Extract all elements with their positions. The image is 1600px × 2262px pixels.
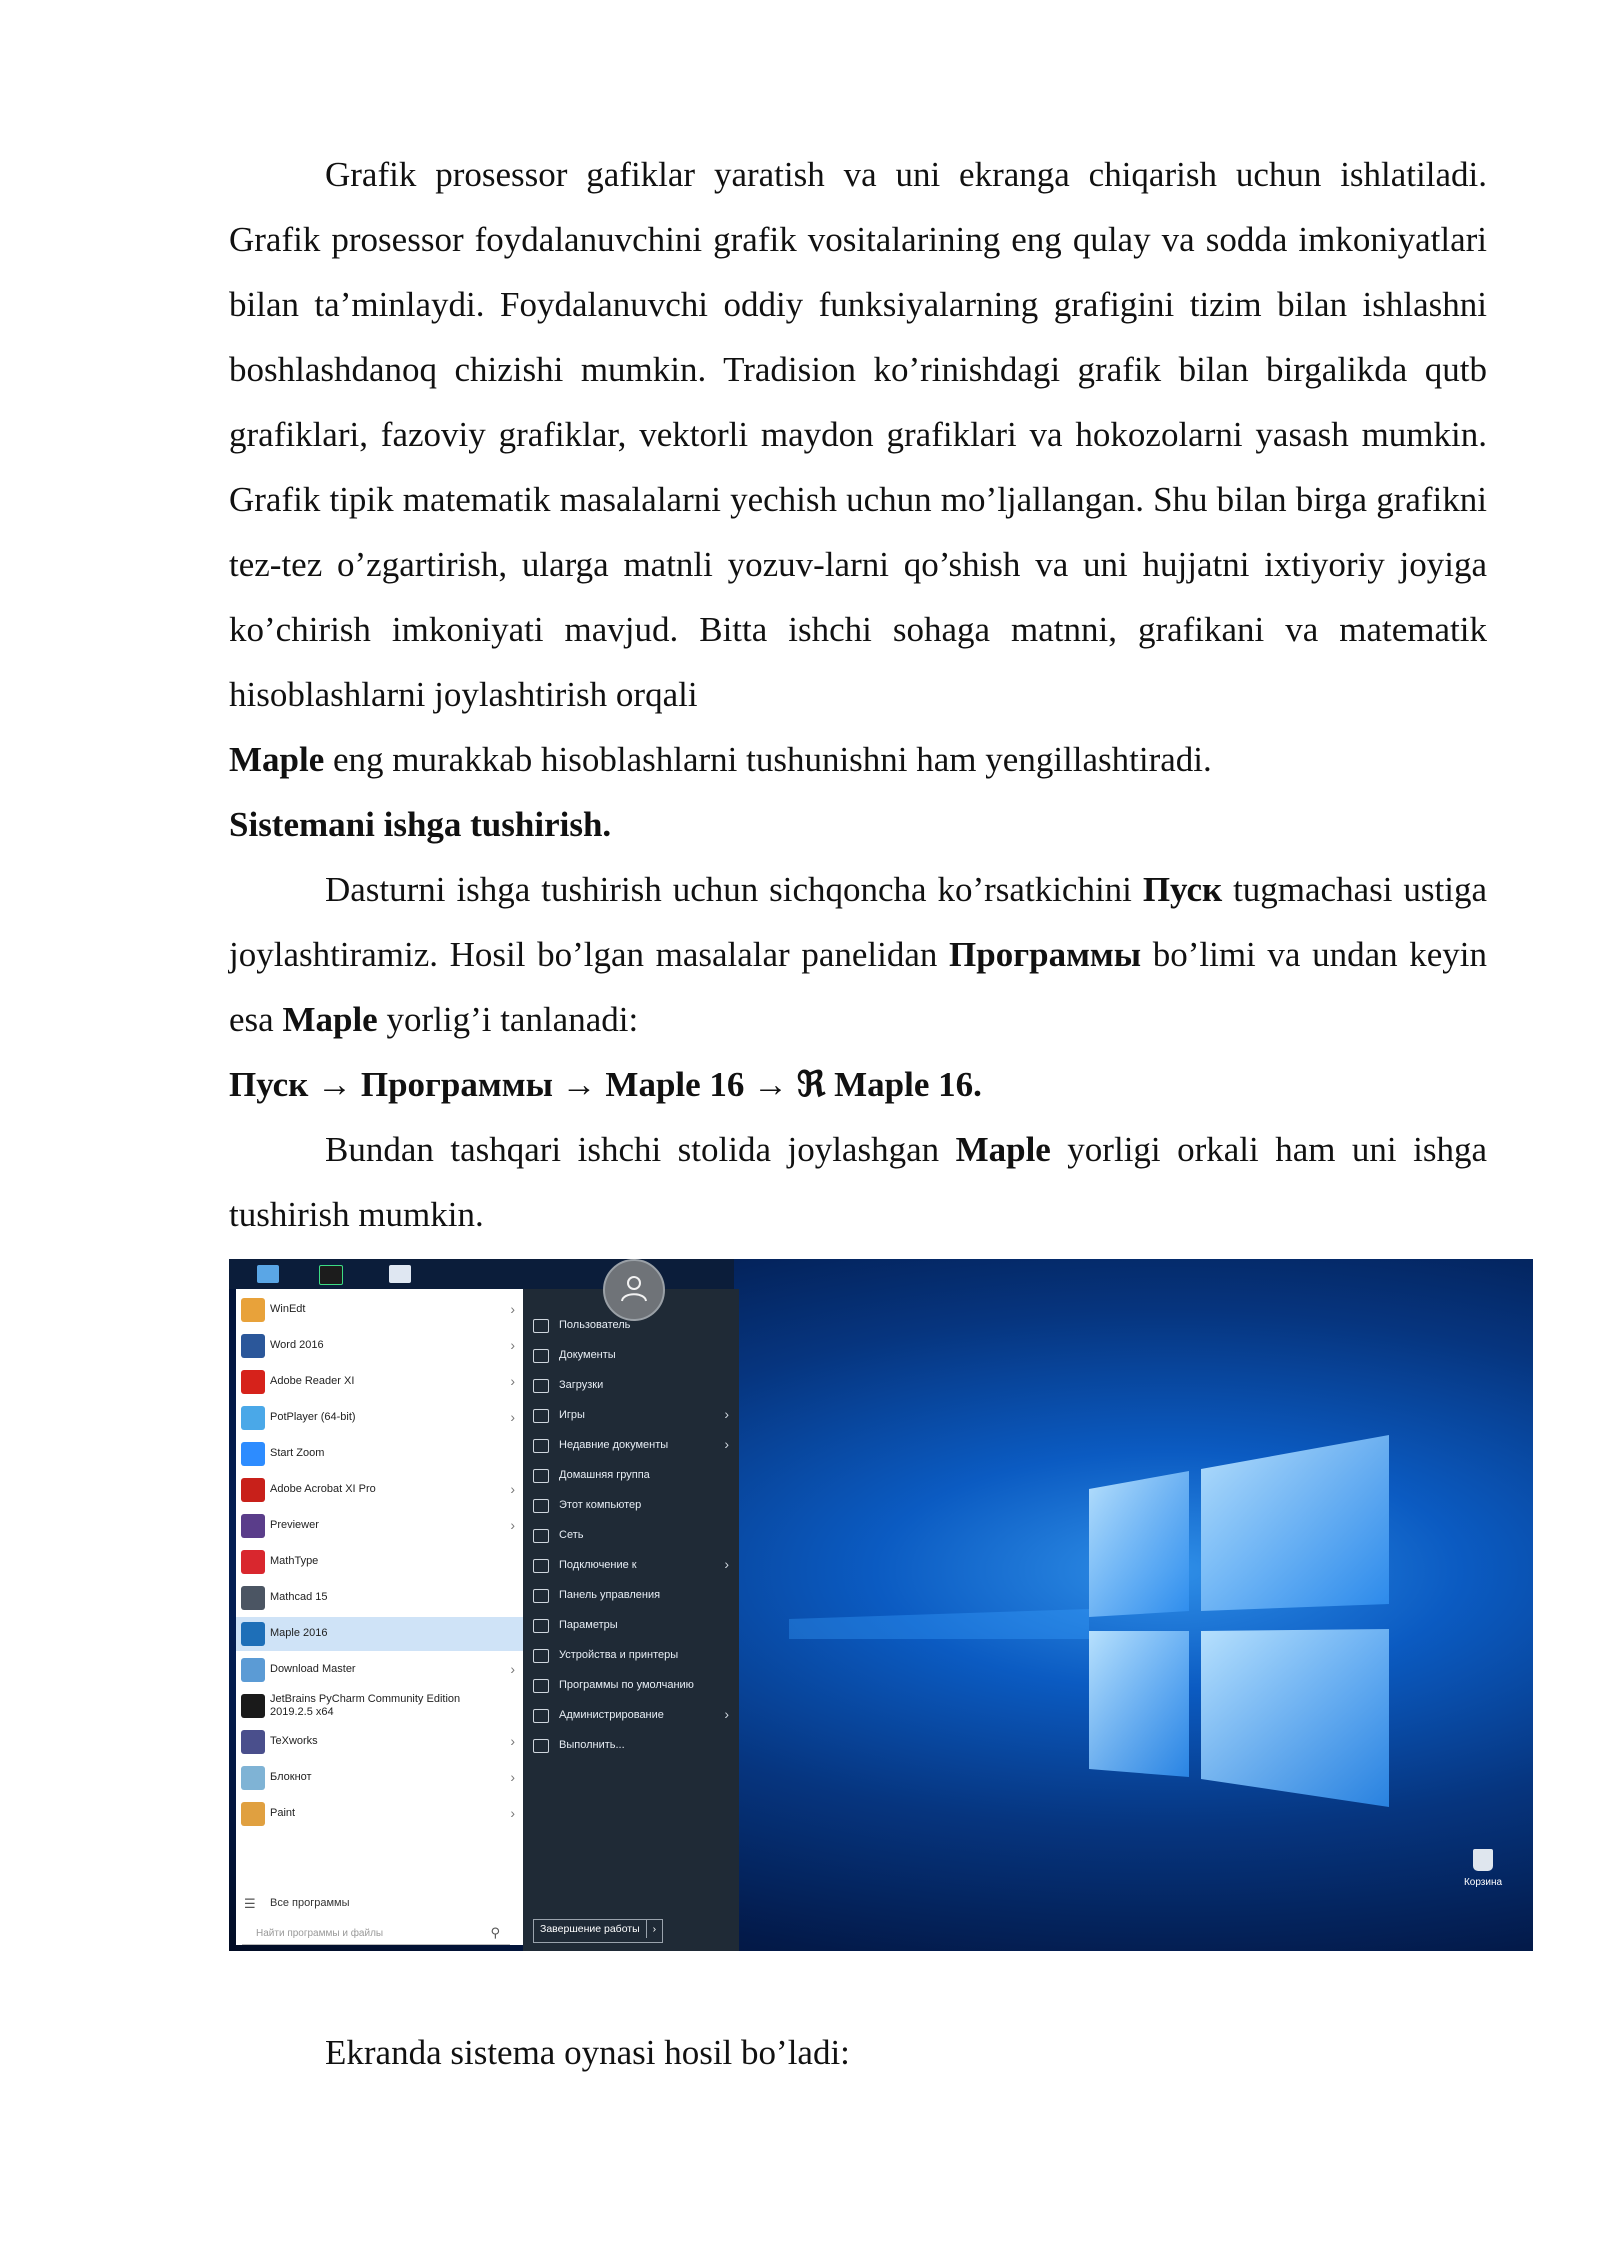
app-label: Download Master	[270, 1663, 356, 1675]
app-label-version: 2019.2.5 x64	[270, 1706, 334, 1718]
folder-icon[interactable]	[257, 1265, 279, 1283]
start-menu-app[interactable]	[236, 1401, 523, 1435]
system-menu-item[interactable]	[523, 1581, 739, 1611]
maple-bold: Maple	[229, 740, 325, 779]
maple-bold-2: Maple	[282, 1000, 378, 1039]
chevron-right-icon[interactable]: ›	[510, 1481, 515, 1497]
start-menu-app[interactable]	[236, 1725, 523, 1759]
section-heading: Sistemani ishga tushirish.	[229, 805, 612, 844]
launch-text-a: Dasturni ishga tushirish uchun sichqoncha ko’rsatkichini	[325, 870, 1143, 909]
recycle-bin-icon	[1473, 1849, 1493, 1871]
system-item-label: Панель управления	[559, 1589, 661, 1601]
chevron-right-icon[interactable]: ›	[510, 1373, 515, 1389]
start-menu-app[interactable]	[236, 1293, 523, 1327]
launch-text-c: tugmachasi ustiga joylashtiramiz. Hosil bo’lgan masalalar panelidan	[229, 870, 1487, 974]
app-label: Word 2016	[270, 1339, 324, 1351]
system-menu-item[interactable]	[523, 1341, 739, 1371]
desktop-text-c: yorligi orkali ham uni ishga tushirish mumkin.	[229, 1130, 1487, 1234]
system-item-label: Программы по умолчанию	[559, 1679, 694, 1691]
body-text	[229, 142, 1487, 1247]
system-item-icon	[533, 1709, 549, 1723]
start-menu-programs	[236, 1289, 523, 1945]
window-pane-bl	[1089, 1631, 1189, 1777]
system-item-icon	[533, 1559, 549, 1573]
system-item-icon	[533, 1349, 549, 1363]
system-item-label: Сеть	[559, 1529, 584, 1541]
shutdown-arrow-icon[interactable]: ›	[652, 1923, 657, 1935]
paragraph-launch	[229, 857, 1487, 1052]
system-item-icon	[533, 1469, 549, 1483]
app-icon	[241, 1514, 265, 1538]
system-item-icon	[533, 1379, 549, 1393]
shutdown-label: Завершение работы	[534, 1920, 647, 1938]
app-icon	[241, 1802, 265, 1826]
chevron-right-icon[interactable]: ›	[510, 1733, 515, 1749]
app-label: Previewer	[270, 1519, 319, 1531]
app-label: Adobe Acrobat XI Pro	[270, 1483, 376, 1495]
chevron-right-icon[interactable]: ›	[510, 1301, 515, 1317]
system-item-label: Документы	[559, 1349, 616, 1361]
desktop-text-a: Bundan tashqari ishchi stolida joylashgan	[325, 1130, 956, 1169]
paragraph-text: Grafik prosessor gafiklar yaratish va uni ekranga chiqarish uchun ishlatiladi. Grafik prosessor foydalanuvchini grafik vositalarining eng qulay va sodda imkoniyatlari bilan ta’minlaydi. Foydalanuvchi oddiy funksiyalarning grafigini tizim bilan ishlashni boshlashdanoq chizishi mumkin. Tradision ko’rinishdagi grafik bilan birgalikda qutb grafiklari, fazoviy grafiklar, vektorli maydon grafiklari va hokozolarni yasash mumkin. Grafik tipik matematik masalalarni yechish uchun mo’ljallangan. Shu bilan birga grafikni tez-tez o’zgartirish, ularga matnli yozuv-larni qo’shish va uni hujjatni ixtiyoriy joyiga ko’chirish imkoniyati mavjud. Bitta ishchi sohaga matnni, grafikani va matematik hisoblashlarni joylashtirish orqali	[229, 155, 1487, 714]
app-label: Mathcad 15	[270, 1591, 328, 1603]
start-menu-app[interactable]	[236, 1365, 523, 1399]
chevron-right-icon[interactable]: ›	[510, 1661, 515, 1677]
start-menu-app[interactable]	[236, 1797, 523, 1831]
start-menu-app[interactable]	[236, 1761, 523, 1795]
system-menu-item[interactable]	[523, 1521, 739, 1551]
system-menu-item[interactable]	[523, 1611, 739, 1641]
system-menu-item[interactable]	[523, 1701, 739, 1731]
app-icon	[241, 1622, 265, 1646]
app-label: WinEdt	[270, 1303, 306, 1315]
paragraph-window-appears: Ekranda sistema oynasi hosil bo’ladi:	[325, 2033, 850, 2072]
chevron-right-icon[interactable]: ›	[724, 1436, 729, 1452]
chevron-right-icon[interactable]: ›	[724, 1556, 729, 1572]
system-item-label: Загрузки	[559, 1379, 604, 1391]
app-icon	[241, 1406, 265, 1430]
system-item-label: Администрирование	[559, 1709, 664, 1721]
launch-text-d: bo’limi va undan keyin esa	[229, 935, 1487, 1039]
start-menu-app[interactable]	[236, 1545, 523, 1579]
system-item-label: Подключение к	[559, 1559, 637, 1571]
system-item-label: Выполнить...	[559, 1739, 625, 1751]
system-item-icon	[533, 1529, 549, 1543]
system-item-label: Параметры	[559, 1619, 618, 1631]
start-menu-app[interactable]	[236, 1617, 523, 1651]
system-menu-item[interactable]	[523, 1641, 739, 1671]
closing-paragraph	[229, 2020, 1487, 2085]
chevron-right-icon[interactable]: ›	[510, 1409, 515, 1425]
recycle-bin[interactable]	[1457, 1849, 1509, 1888]
user-icon	[619, 1273, 649, 1303]
start-menu-app[interactable]	[236, 1329, 523, 1363]
paragraph-grafik-prosessor	[229, 142, 1487, 792]
start-menu-app[interactable]	[236, 1437, 523, 1471]
system-item-label: Недавние документы	[559, 1439, 669, 1451]
app-icon	[241, 1586, 265, 1610]
app-label: MathType	[270, 1555, 319, 1567]
app-icon	[241, 1694, 265, 1718]
system-menu-item[interactable]	[523, 1401, 739, 1431]
app-label: Start Zoom	[270, 1447, 325, 1459]
system-item-label: Игры	[559, 1409, 585, 1421]
start-menu-app[interactable]	[236, 1473, 523, 1507]
system-menu-item[interactable]	[523, 1731, 739, 1761]
app-icon	[241, 1334, 265, 1358]
app-icon	[241, 1298, 265, 1322]
window-pane-br	[1201, 1629, 1389, 1807]
chevron-right-icon[interactable]: ›	[510, 1805, 515, 1821]
system-item-icon	[533, 1499, 549, 1513]
search-icon[interactable]: ⚲	[490, 1925, 500, 1940]
system-item-icon	[533, 1439, 549, 1453]
system-item-label: Устройства и принтеры	[559, 1649, 679, 1661]
system-item-icon	[533, 1589, 549, 1603]
system-item-icon	[533, 1739, 549, 1753]
system-menu-item[interactable]	[523, 1491, 739, 1521]
system-item-icon	[533, 1319, 549, 1333]
chevron-right-icon[interactable]: ›	[510, 1337, 515, 1353]
menu-path: Пуск → Программы → Maple 16 → ℜ Maple 16.	[229, 1065, 982, 1104]
app-icon	[241, 1730, 265, 1754]
program-search-input[interactable]	[242, 1924, 510, 1945]
system-menu-item[interactable]	[523, 1551, 739, 1581]
system-menu-item[interactable]	[523, 1461, 739, 1491]
search-placeholder: Найти программы и файлы	[256, 1928, 384, 1939]
app-icon	[241, 1766, 265, 1790]
light-beam	[789, 1609, 1089, 1639]
app-label: TeXworks	[270, 1735, 318, 1747]
app-icon	[241, 1478, 265, 1502]
user-avatar[interactable]	[603, 1259, 665, 1321]
app-label: Блокнот	[270, 1771, 312, 1783]
system-item-label: Этот компьютер	[559, 1499, 642, 1511]
app-icon	[241, 1442, 265, 1466]
maple-bold-3: Maple	[955, 1130, 1051, 1169]
system-menu-item[interactable]	[523, 1371, 739, 1401]
windows-desktop-screenshot	[229, 1259, 1533, 1951]
chevron-right-icon[interactable]: ›	[724, 1406, 729, 1422]
paragraph-desktop	[229, 1117, 1487, 1247]
start-menu-app[interactable]	[236, 1689, 523, 1723]
paragraph-text-end: eng murakkab hisoblashlarni tushunishni ham yengillashtiradi.	[324, 740, 1212, 779]
system-item-label: Пользователь	[559, 1319, 631, 1331]
system-item-icon	[533, 1649, 549, 1663]
app-label: PotPlayer (64-bit)	[270, 1411, 356, 1423]
start-menu-app[interactable]	[236, 1653, 523, 1687]
start-menu-system	[523, 1289, 739, 1951]
chevron-right-icon[interactable]: ›	[510, 1517, 515, 1533]
chevron-right-icon[interactable]: ›	[724, 1706, 729, 1722]
app-icon	[241, 1658, 265, 1682]
system-menu-item[interactable]	[523, 1431, 739, 1461]
app-label: Paint	[270, 1807, 296, 1819]
app-icon	[241, 1550, 265, 1574]
start-menu-app[interactable]	[236, 1581, 523, 1615]
window-pane-tl	[1089, 1471, 1189, 1617]
app-label: Maple 2016	[270, 1627, 328, 1639]
window-pane-tr	[1201, 1435, 1389, 1611]
system-item-icon	[533, 1619, 549, 1633]
shutdown-button[interactable]	[533, 1919, 663, 1943]
recycle-bin-label: Корзина	[1463, 1877, 1503, 1888]
system-menu-item[interactable]	[523, 1671, 739, 1701]
app-icon	[241, 1370, 265, 1394]
system-item-icon	[533, 1679, 549, 1693]
launch-text-e: yorlig’i tanlanadi:	[377, 1000, 639, 1039]
start-menu-app[interactable]	[236, 1509, 523, 1543]
system-item-icon	[533, 1409, 549, 1423]
pycharm-icon[interactable]	[319, 1265, 343, 1285]
app-label: JetBrains PyCharm Community Edition	[270, 1693, 461, 1705]
list-icon: ☰	[244, 1896, 256, 1911]
programmy-bold: Программы	[949, 935, 1142, 974]
chevron-right-icon[interactable]: ›	[510, 1769, 515, 1785]
pusk-bold: Пуск	[1142, 870, 1223, 909]
all-programs-label: Все программы	[270, 1897, 350, 1909]
system-item-label: Домашняя группа	[559, 1469, 650, 1481]
word-doc-icon[interactable]	[389, 1265, 411, 1283]
app-label: Adobe Reader XI	[270, 1375, 355, 1387]
